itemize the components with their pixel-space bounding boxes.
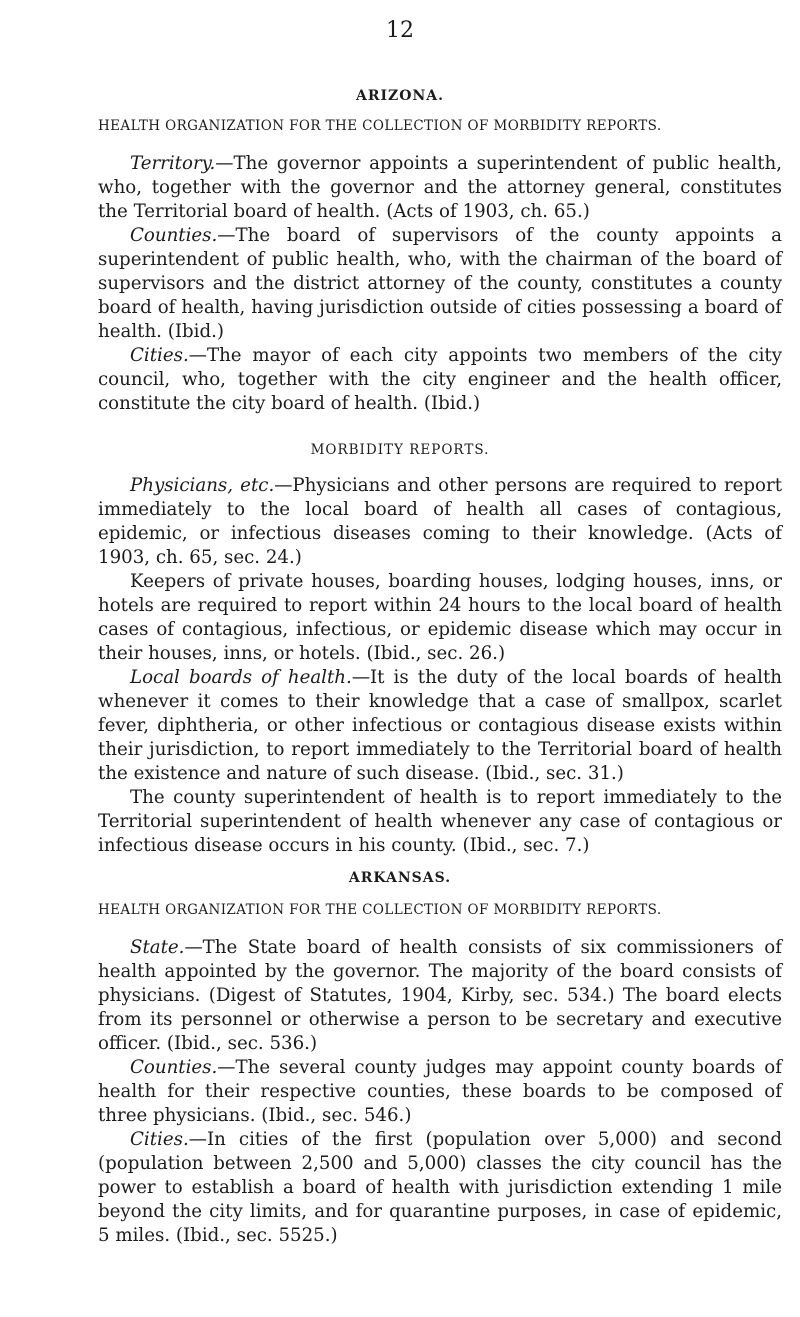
paragraph-lead: Territory. [130, 153, 216, 174]
section-title-arizona: ARIZONA. [356, 88, 444, 104]
arizona-morbidity-text [98, 474, 782, 858]
paragraph-lead: Local boards of health. [130, 667, 352, 688]
paragraph-text: —It is the duty of the local boards of health whenever it comes to their knowledge that a case of smallpox, scarlet fever, diphtheria, or other infectious or contagious disease exists within their jurisdiction, to report immediately to the Territorial board of health the existence and nature of such disease. (Ibid., sec. 31.) [98, 667, 782, 784]
paragraph-lead: Counties. [130, 225, 218, 246]
paragraph-lead: Cities. [130, 1129, 189, 1150]
paragraph-text: —Physicians and other persons are required to report immediately to the local board of health all cases of contagious, epidemic, or infectious diseases coming to their knowledge. (Acts of 1903, ch. 65, sec. 24.) [98, 475, 783, 568]
page-number: 12 [386, 18, 414, 43]
paragraph-keepers [98, 570, 782, 666]
section-subheading-arizona: HEALTH ORGANIZATION FOR THE COLLECTION OF MORBIDITY REPORTS. [98, 118, 662, 134]
paragraph-lead: Cities. [130, 345, 189, 366]
paragraph-state [98, 936, 782, 1056]
paragraph-territory [98, 152, 782, 224]
paragraph-text: —The several county judges may appoint county boards of health for their respective counties, these boards to be composed of three physicians. (Ibid., sec. 546.) [98, 1057, 782, 1126]
paragraph-lead: Counties. [130, 1057, 218, 1078]
paragraph-text: —The governor appoints a superintendent of public health, who, together with the governor and the attorney general, constitutes the Territorial board of health. (Acts of 1903, ch. 65.) [98, 153, 782, 222]
paragraph-text: Keepers of private houses, boarding houses, lodging houses, inns, or hotels are required to report within 24 hours to the local board of health cases of contagious, infectious, or epidemic disease which may occur in their houses, inns, or hotels. (Ibid., sec. 26.) [98, 571, 782, 664]
section-subheading-morbidity: MORBIDITY REPORTS. [310, 442, 490, 458]
section-subheading-arkansas: HEALTH ORGANIZATION FOR THE COLLECTION OF MORBIDITY REPORTS. [98, 902, 662, 918]
section-title-arkansas: ARKANSAS. [348, 870, 452, 886]
paragraph-cities [98, 1128, 782, 1248]
paragraph-text: —The board of supervisors of the county appoints a superintendent of public health, who, with the chairman of the board of supervisors and the district attorney of the county, constitutes a county board of health, having jurisdiction outside of cities possessing a board of health. (Ibid.) [98, 225, 782, 342]
paragraph-cities [98, 344, 782, 416]
paragraph-local-boards [98, 666, 782, 786]
paragraph-county-superintendent [98, 786, 782, 858]
paragraph-counties [98, 224, 782, 344]
paragraph-counties [98, 1056, 782, 1128]
paragraph-text: —In cities of the first (population over 5,000) and second (population between 2,500 and 5,000) classes the city council has the power to establish a board of health with jurisdiction extending 1 mile beyond the city limits, and for quarantine purposes, in case of epidemic, 5 miles. (Ibid., sec. 5525.) [98, 1129, 782, 1246]
paragraph-text: —The State board of health consists of six commissioners of health appointed by the governor. The majority of the board consists of physicians. (Digest of Statutes, 1904, Kirby, sec. 534.) The board elects from its personnel or otherwise a person to be secretary and executive officer. (Ibid., sec. 536.) [98, 937, 782, 1054]
paragraph-lead: Physicians, etc. [130, 475, 275, 496]
paragraph-physicians [98, 474, 782, 570]
paragraph-lead: State. [130, 937, 185, 958]
arizona-organization-text [98, 152, 782, 416]
paragraph-text: —The mayor of each city appoints two members of the city council, who, together with the city engineer and the health officer, constitute the city board of health. (Ibid.) [98, 345, 782, 414]
arkansas-organization-text [98, 936, 782, 1248]
paragraph-text: The county superintendent of health is to report immediately to the Territorial superintendent of health whenever any case of contagious or infectious disease occurs in his county. (Ibid., sec. 7.) [98, 787, 782, 856]
